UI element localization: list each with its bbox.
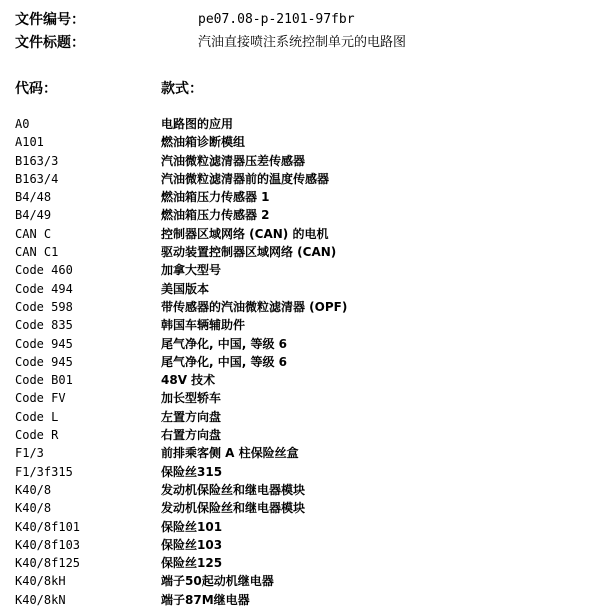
item-description: 控制器区域网络 (CAN) 的电机 [161, 226, 329, 241]
item-description: 韩国车辆辅助件 [161, 318, 246, 333]
item-code: Code 945 [15, 336, 73, 351]
list-item [0, 481, 603, 499]
list-item [0, 572, 603, 590]
item-code: F1/3 [15, 446, 44, 461]
item-code: K40/8f103 [15, 537, 81, 552]
item-description: 汽油微粒滤清器压差传感器 [161, 153, 306, 168]
item-description: 燃油箱诊断模组 [161, 135, 246, 150]
item-description: 保险丝315 [161, 464, 223, 479]
item-code: Code B01 [15, 373, 73, 388]
item-description: 端子50起动机继电器 [161, 574, 274, 589]
item-code: A0 [15, 117, 30, 131]
code-list [0, 115, 603, 609]
item-description: 加拿大型号 [161, 263, 222, 278]
item-description: 燃油箱压力传感器 1 [161, 190, 270, 205]
item-code: CAN C1 [15, 245, 59, 260]
list-item [0, 554, 603, 572]
item-code: Code 494 [15, 281, 73, 296]
item-code: K40/8 [15, 482, 52, 497]
item-code: Code 945 [15, 354, 73, 369]
item-code: B163/4 [15, 171, 59, 186]
item-description: 保险丝103 [161, 537, 223, 552]
list-item [0, 261, 603, 279]
item-description: 电路图的应用 [161, 117, 234, 131]
list-item [0, 335, 603, 353]
list-item [0, 170, 603, 188]
item-code: Code FV [15, 391, 66, 406]
item-description: 前排乘客侧 A 柱保险丝盒 [161, 446, 299, 461]
column-header-code: 代码： [15, 81, 57, 97]
list-item [0, 371, 603, 389]
item-description: 端子87M继电器 [161, 592, 250, 607]
item-description: 发动机保险丝和继电器模块 [161, 482, 306, 497]
list-item [0, 353, 603, 371]
item-code: B163/3 [15, 153, 59, 168]
item-code: Code 598 [15, 299, 73, 314]
item-description: 左置方向盘 [161, 409, 222, 424]
item-code: K40/8kH [15, 574, 66, 589]
item-description: 加长型轿车 [161, 391, 222, 406]
item-description: 尾气净化, 中国, 等级 6 [161, 354, 288, 369]
doc-title-value: 汽油直接喷注系统控制单元的电路图 [198, 35, 407, 50]
list-item [0, 115, 603, 133]
column-header-model: 款式： [161, 81, 203, 97]
item-description: 保险丝101 [161, 519, 223, 534]
list-item [0, 133, 603, 151]
list-item [0, 518, 603, 536]
item-code: B4/48 [15, 190, 52, 205]
item-code: CAN C [15, 226, 52, 241]
item-description: 尾气净化, 中国, 等级 6 [161, 336, 288, 351]
list-item [0, 426, 603, 444]
list-item [0, 389, 603, 407]
doc-title-label: 文件标题： [15, 35, 85, 51]
item-description: 燃油箱压力传感器 2 [161, 208, 270, 223]
list-item [0, 225, 603, 243]
item-code: B4/49 [15, 208, 52, 223]
doc-number-label: 文件编号： [15, 12, 85, 28]
item-description: 右置方向盘 [161, 428, 222, 443]
list-item [0, 243, 603, 261]
item-description: 驱动装置控制器区域网络 (CAN) [161, 245, 337, 260]
item-description: 48V 技术 [161, 373, 216, 388]
item-code: K40/8 [15, 501, 52, 516]
item-code: Code 460 [15, 263, 73, 278]
item-code: Code L [15, 409, 59, 424]
list-item [0, 444, 603, 462]
item-description: 汽油微粒滤清器前的温度传感器 [161, 171, 330, 186]
list-item [0, 298, 603, 316]
list-item [0, 499, 603, 517]
item-code: K40/8f101 [15, 519, 81, 534]
doc-number-value: pe07.08-p-2101-97fbr [198, 12, 355, 27]
list-item [0, 316, 603, 334]
item-description: 保险丝125 [161, 556, 223, 571]
list-item [0, 188, 603, 206]
item-description: 发动机保险丝和继电器模块 [161, 501, 306, 516]
list-item [0, 152, 603, 170]
list-item [0, 463, 603, 481]
item-code: F1/3f315 [15, 464, 73, 479]
list-item [0, 536, 603, 554]
item-code: Code R [15, 428, 59, 443]
item-description: 带传感器的汽油微粒滤清器 (OPF) [161, 299, 348, 314]
item-code: A101 [15, 135, 44, 150]
item-code: K40/8kN [15, 592, 66, 607]
item-code: K40/8f125 [15, 556, 81, 571]
list-item [0, 408, 603, 426]
item-code: Code 835 [15, 318, 73, 333]
list-item [0, 280, 603, 298]
item-description: 美国版本 [161, 281, 210, 296]
list-item [0, 206, 603, 224]
